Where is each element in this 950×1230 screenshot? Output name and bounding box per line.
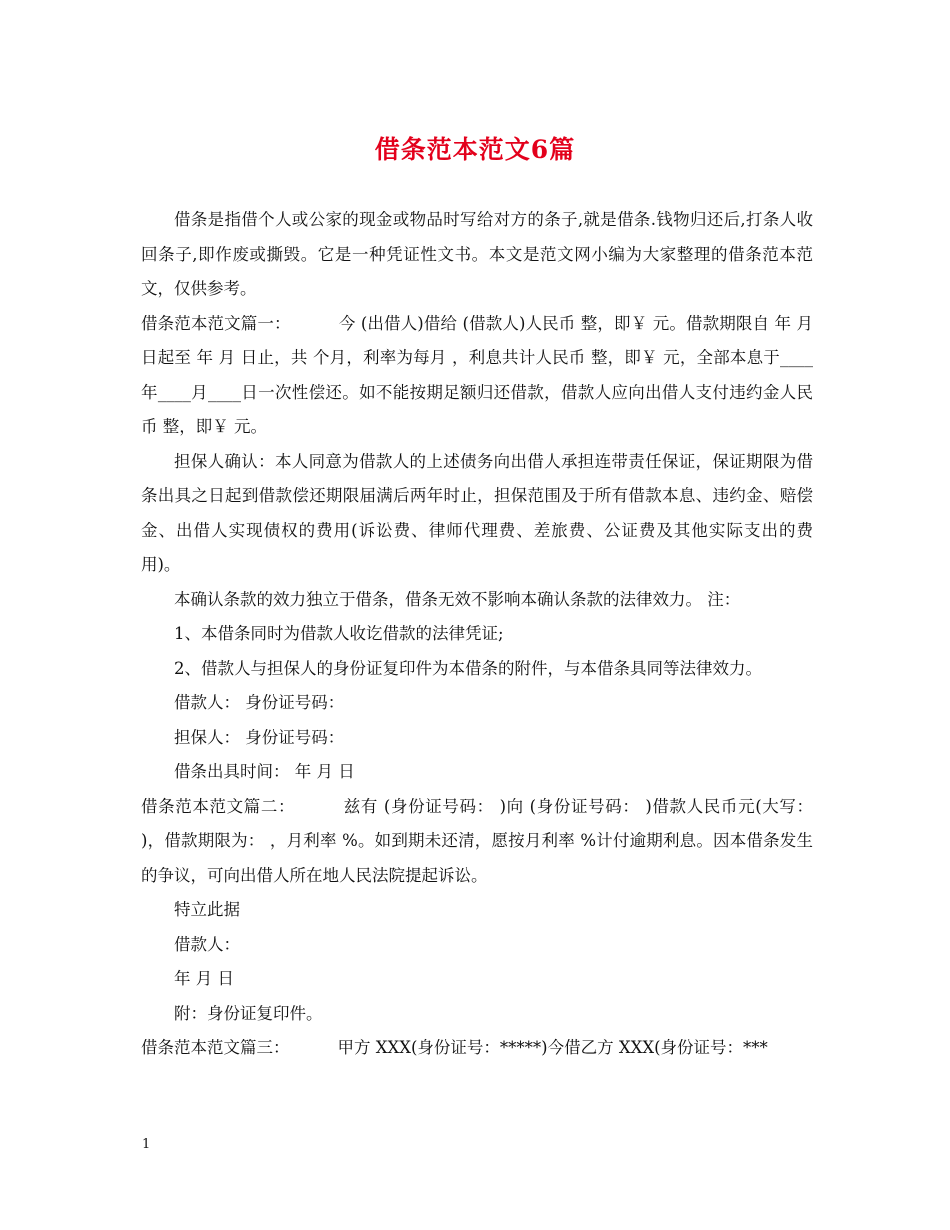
issue-date-line: 借条出具时间： 年 月 日 [174, 762, 355, 781]
sample-one-paragraph [141, 307, 813, 445]
signature-date-line: 年 月 日 [174, 969, 234, 988]
sample-three-paragraph [141, 1031, 813, 1066]
attachment-line: 附：身份证复印件。 [174, 1003, 323, 1023]
evidence-line: 特立此据 [174, 900, 240, 919]
sample-two-paragraph [141, 790, 813, 894]
sample-one-text: 今 (出借人)借给 (借款人)人民币 整，即￥ 元。借款期限自 年 月 日起至 年 月 日止，共 个月，利率为每月 ，利息共计人民币 整，即￥ 元，全部本息于____年____月____日一次性偿还。如不能按期足额归还借款，借款人应向出借人支付违约金人民币 整，即￥ 元。 [141, 313, 814, 436]
sample-three-label: 借条范本范文篇三： [141, 1038, 290, 1057]
guarantor-confirmation-paragraph: 担保人确认：本人同意为借款人的上述债务向出借人承担连带责任保证，保证期限为借条出具之日起到借款偿还期限届满后两年时止，担保范围及于所有借款本息、违约金、赔偿金、出借人实现债权的费用(诉讼费、律师代理费、差旅费、公证费及其他实际支出的费用)。 [141, 451, 813, 574]
page-number: 1 [142, 1137, 151, 1152]
intro-paragraph: 借条是指借个人或公家的现金或物品时写给对方的条子,就是借条.钱物归还后,打条人收回条子,即作废或撕毁。它是一种凭证性文书。本文是范文网小编为大家整理的借条范本范文，仅供参考。 [141, 210, 813, 298]
guarantor-id-line: 担保人： 身份证号码： [174, 727, 345, 747]
borrower-id-line: 借款人： 身份证号码： [174, 693, 345, 712]
sample-one-label: 借条范本范文篇一： [141, 313, 291, 333]
document-title: 借条范本范文6篇 [374, 135, 576, 164]
document-body [141, 203, 813, 1066]
sample-two-label: 借条范本范文篇二： [141, 796, 296, 816]
effectiveness-paragraph: 本确认条款的效力独立于借条，借条无效不影响本确认条款的法律效力。 注： [174, 589, 741, 609]
note-item-one: 1、本借条同时为借款人收讫借款的法律凭证; [174, 624, 504, 643]
sample-three-text: 甲方 XXX(身份证号：*****)今借乙方 XXX(身份证号：*** [337, 1038, 768, 1057]
borrower-signature-line: 借款人： [174, 934, 240, 954]
sample-two-text: 兹有 (身份证号码： )向 (身份证号码： )借款人民币元(大写： )，借款期限为： ，月利率 %。如到期未还清，愿按月利率 %计付逾期利息。因本借条发生的争议，可向出借人所在地人民法院提起诉讼。 [141, 796, 814, 885]
note-item-two: 2、借款人与担保人的身份证复印件为本借条的附件，与本借条具同等法律效力。 [174, 658, 762, 678]
